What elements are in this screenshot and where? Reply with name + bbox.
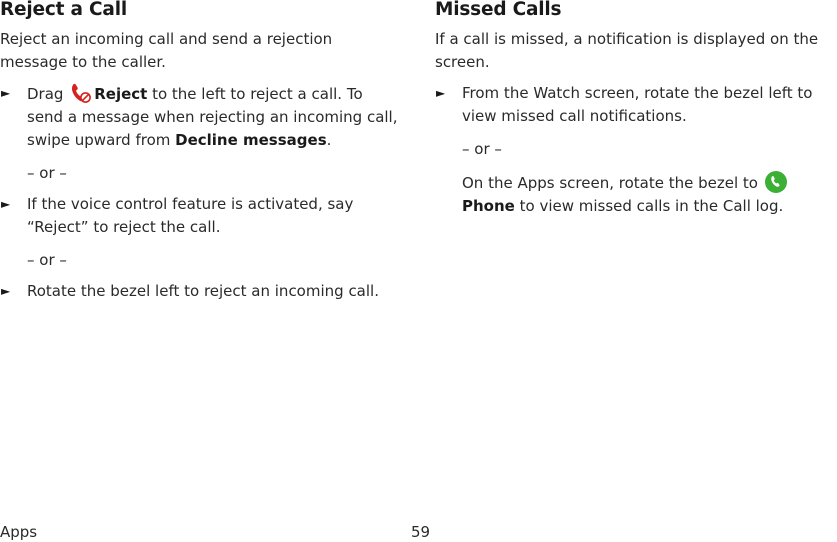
phone-label: Phone [462,197,515,215]
triangle-bullet-icon: ► [436,86,446,100]
step-text-pre: Drag [27,85,64,103]
or-separator: – or – [462,140,502,158]
step-apps-phone [435,171,837,218]
step-text: Rotate the bezel left to reject an incoming call. [27,282,379,300]
step-text: If the voice control feature is activated, say “Reject” to reject the call. [27,195,354,236]
section-title: Reject a Call [0,0,127,20]
step-view-missed [435,82,837,128]
triangle-bullet-icon: ► [1,86,11,100]
or-separator: – or – [27,164,67,182]
step-voice-reject [0,193,400,239]
step-bezel-reject [0,280,400,303]
triangle-bullet-icon: ► [1,197,11,211]
section-intro: Reject an incoming call and send a rejection message to the caller. [0,30,333,71]
step-text: From the Watch screen, rotate the bezel left to view missed call notifications. [462,84,813,125]
reject-call-icon [70,82,92,104]
page-number: 59 [411,523,431,541]
step-text-end: . [326,131,332,149]
section-title: Missed Calls [435,0,562,20]
reject-label: Reject [94,85,148,103]
step-text-mid: to the left to reject a call. To send a message when rejecting an incoming call, swipe upward from [27,85,398,149]
phone-app-icon [765,171,787,193]
decline-messages-label: Decline messages [175,131,327,149]
step-drag-reject [0,82,400,152]
section-intro: If a call is missed, a notification is displayed on the screen. [435,30,819,71]
step-text-end: to view missed calls in the Call log. [514,197,784,215]
missed-calls-section [435,0,837,218]
triangle-bullet-icon: ► [1,284,11,298]
step-text-pre: On the Apps screen, rotate the bezel to [462,174,763,192]
reject-call-section [0,0,400,303]
footer-section-name: Apps [0,523,38,541]
or-separator: – or – [27,251,67,269]
